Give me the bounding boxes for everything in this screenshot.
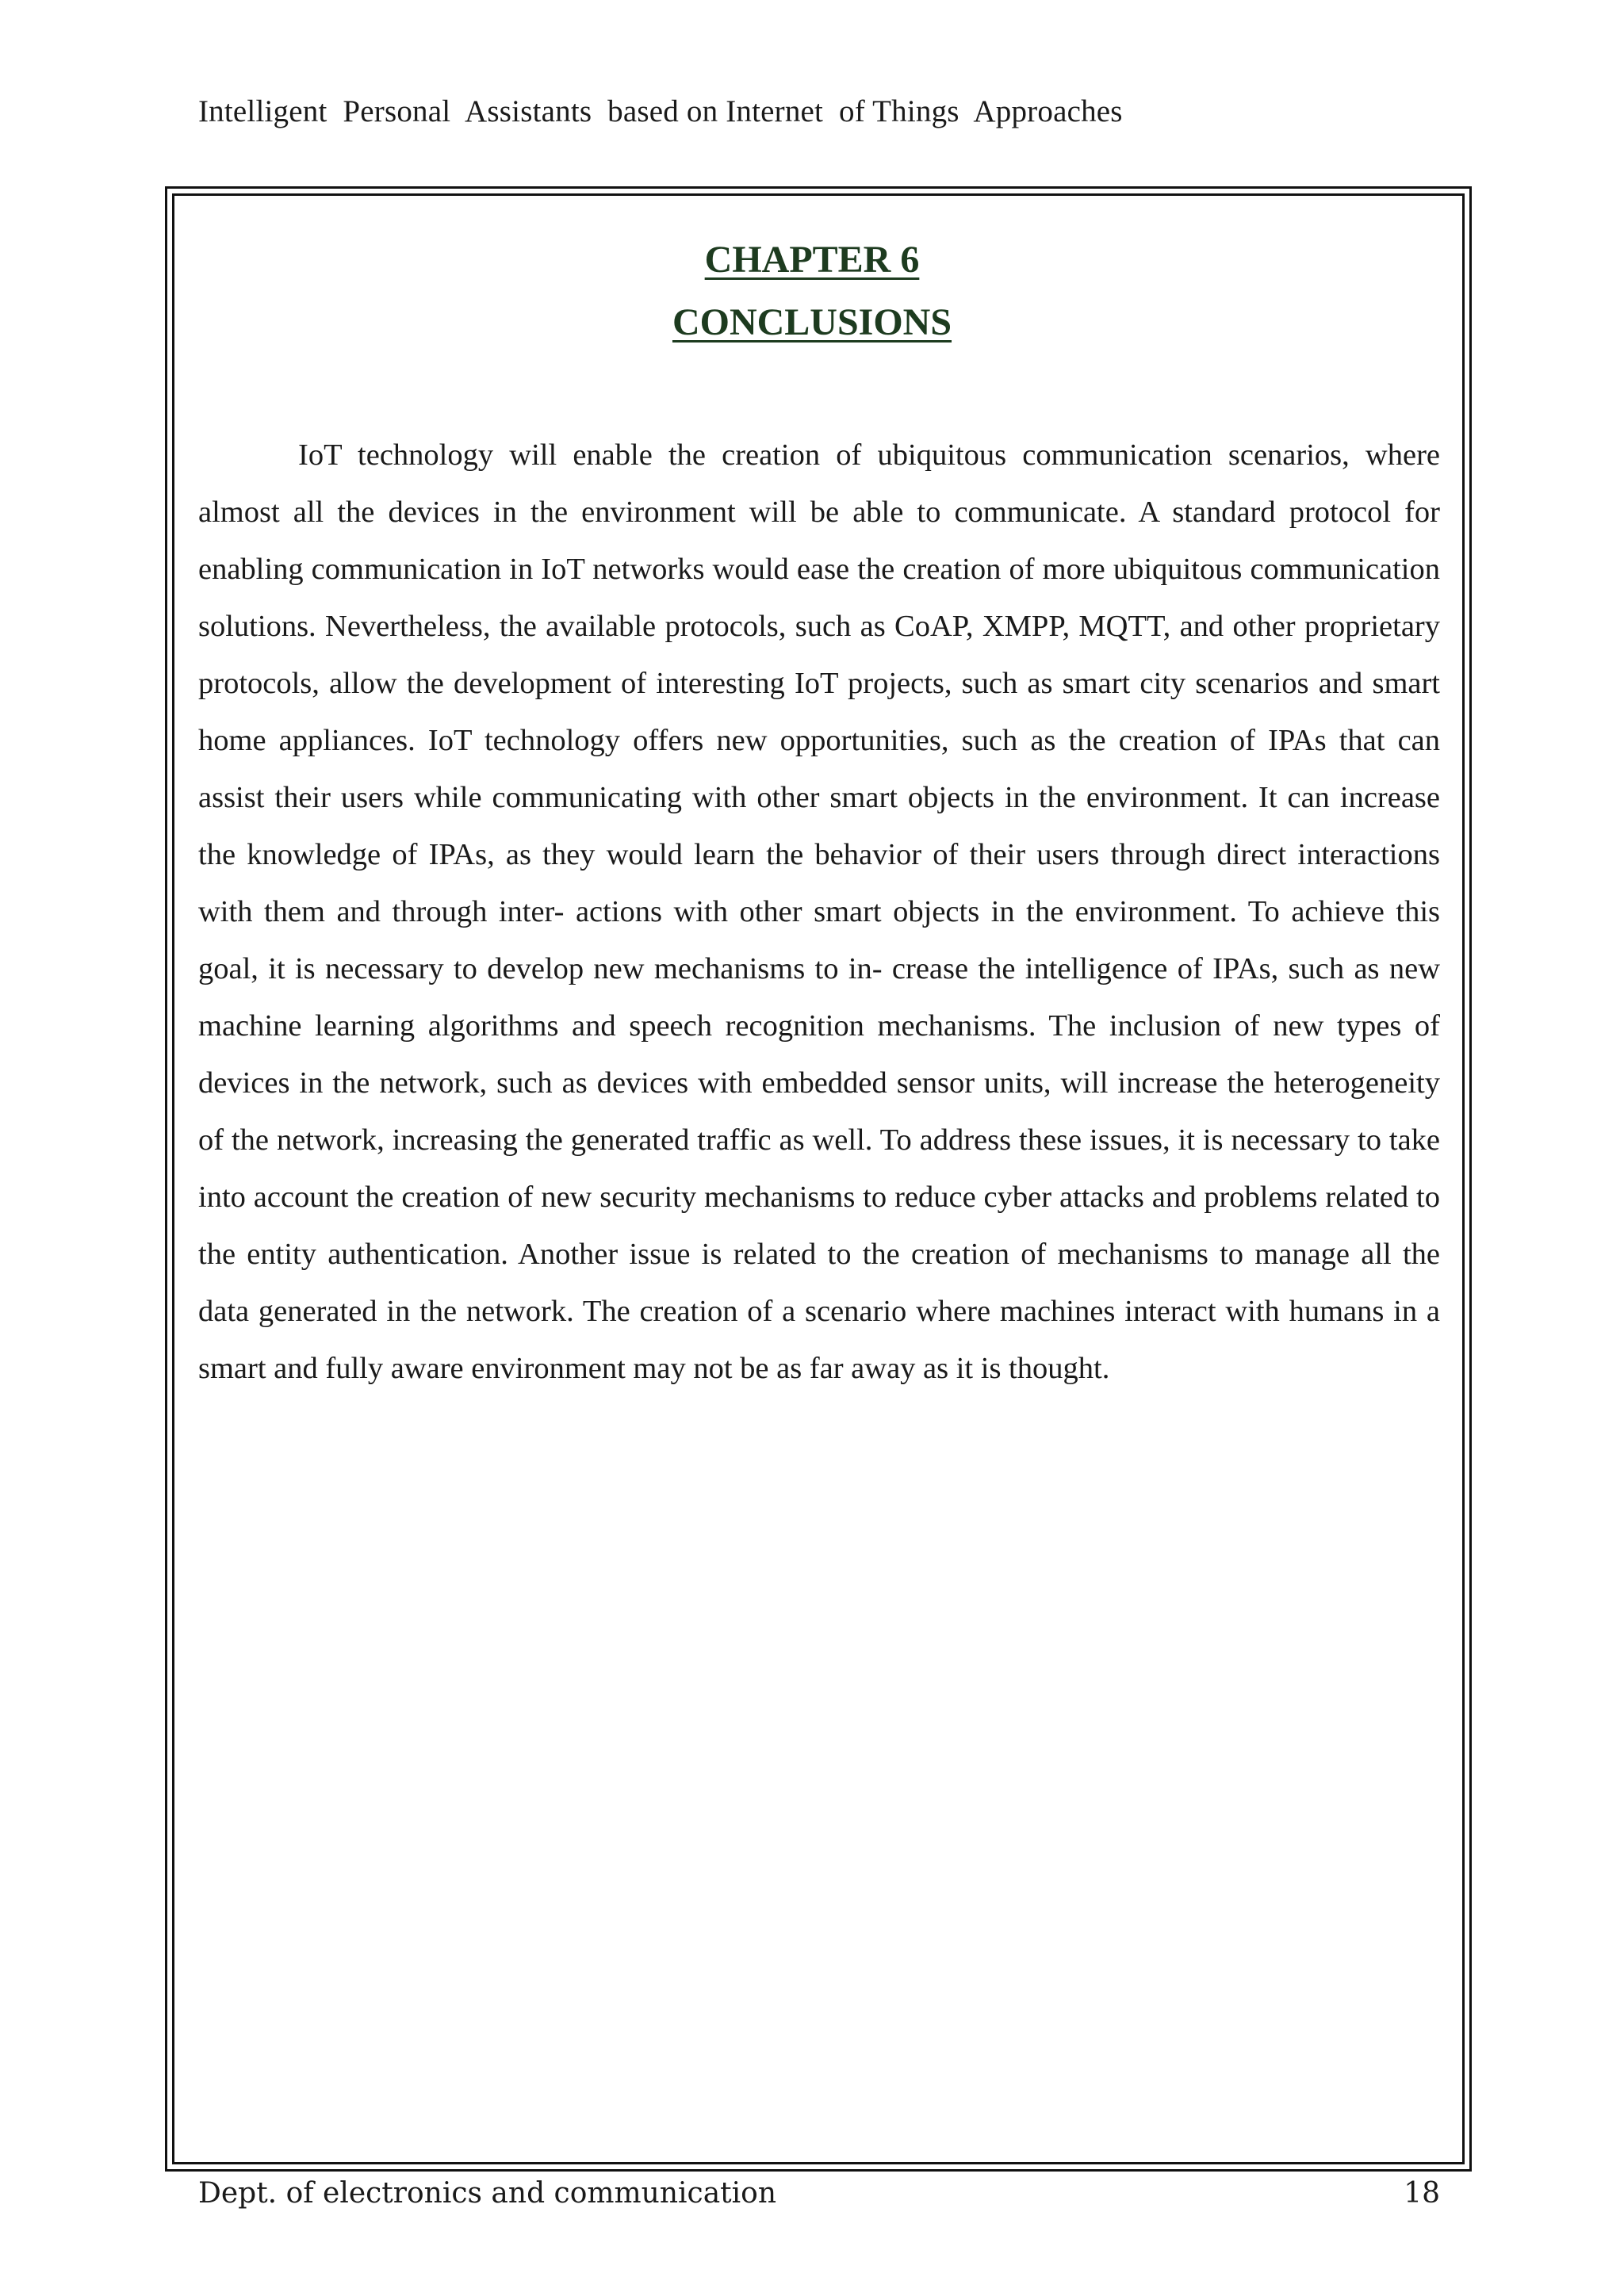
chapter-heading <box>0 238 1624 344</box>
running-header: Intelligent Personal Assistants based on Internet of Things Approaches <box>198 94 1123 128</box>
body-paragraph: IoT technology will enable the creation of ubiquitous communication scenarios, where almost all the devices in the environment will be able to communicate. A standard protocol for enabling communication in IoT networks would ease the creation of more ubiquitous communication solutions. Nevertheless, the available protocols, such as CoAP, XMPP, MQTT, and other proprietary protocols, allow the development of interesting IoT projects, such as smart city scenarios and smart home appliances. IoT technology offers new opportunities, such as the creation of IPAs that can assist their users while communicating with other smart objects in the environment. It can increase the knowledge of IPAs, as they would learn the behavior of their users through direct interactions with them and through inter- actions with other smart objects in the environment. To achieve this goal, it is necessary to develop new mechanisms to in- crease the intelligence of IPAs, such as new machine learning algorithms and speech recognition mechanisms. The inclusion of new types of devices in the network, such as devices with embedded sensor units, will increase the heterogeneity of the network, increasing the generated traffic as well. To address these issues, it is necessary to take into account the creation of new security mechanisms to reduce cyber attacks and problems related to the entity authentication. Another issue is related to the creation of mechanisms to manage all the data generated in the network. The creation of a scenario where machines interact with humans in a smart and fully aware environment may not be as far away as it is thought. <box>198 438 1440 1385</box>
chapter-number: CHAPTER 6 <box>704 239 920 281</box>
chapter-title: CONCLUSIONS <box>672 301 952 343</box>
chapter-number-line <box>0 238 1624 281</box>
chapter-title-line <box>0 300 1624 344</box>
page-number: 18 <box>1404 2177 1440 2210</box>
footer-department: Dept. of electronics and communication <box>198 2177 777 2210</box>
